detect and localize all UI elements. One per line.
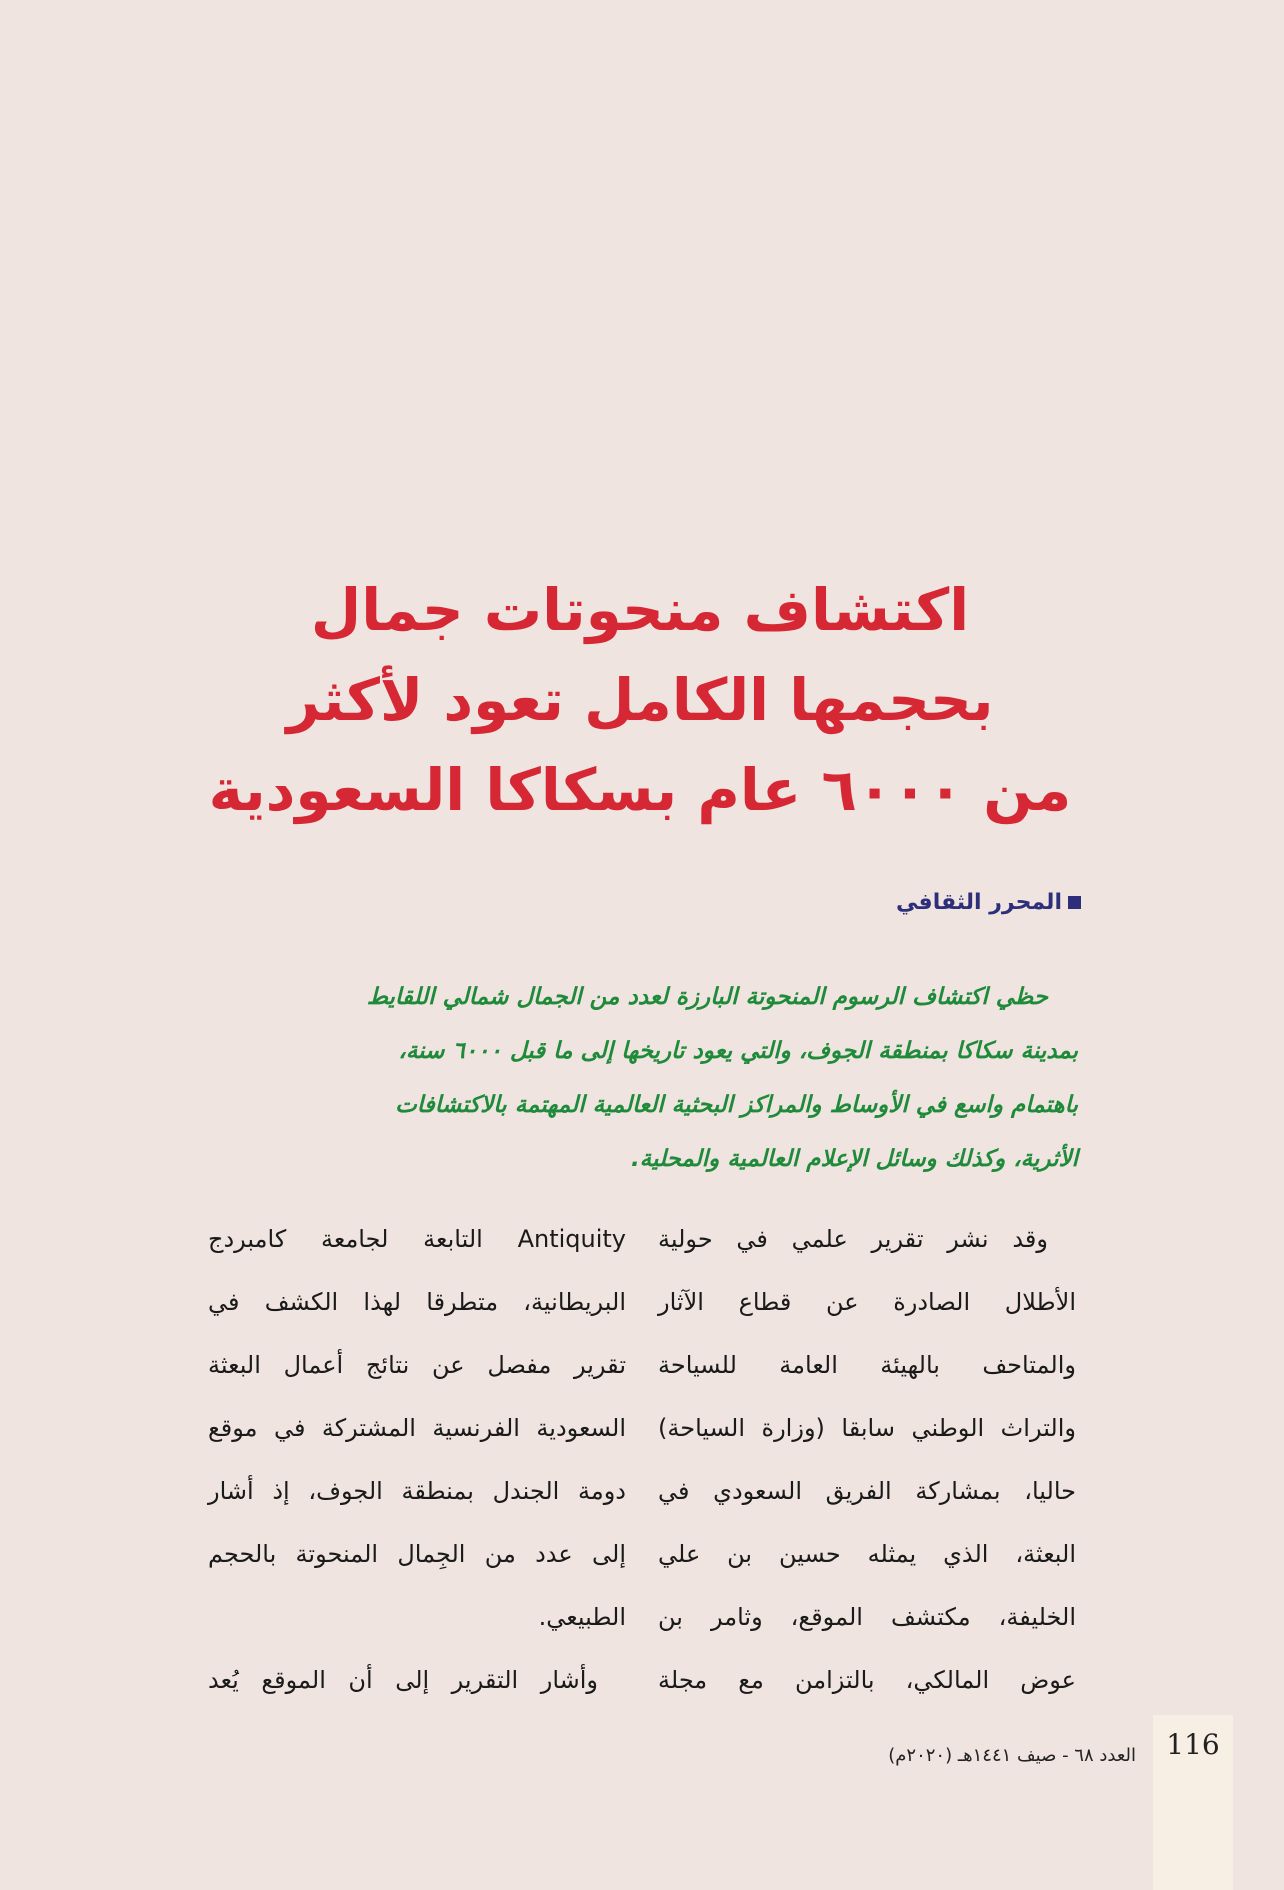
issue-info: العدد ٦٨ - صيف ١٤٤١هـ (٢٠٢٠م) [888,1745,1136,1766]
body-line: الأطلال الصادرة عن قطاع الآثار [658,1288,1076,1316]
body-line: البعثة، الذي يمثله حسين بن علي [658,1540,1076,1568]
body-column-left [208,1208,626,1712]
body-line: والتراث الوطني سابقا (وزارة السياحة) [658,1414,1076,1442]
body-line: عوض المالكي، بالتزامن مع مجلة [658,1666,1076,1694]
body-line: السعودية الفرنسية المشتركة في موقع [208,1414,626,1442]
title-line: من ٦٠٠٠ عام بسكاكا السعودية [208,756,1072,824]
author-name: المحرر الثقافي [896,890,1062,915]
body-line: حاليا، بمشاركة الفريق السعودي في [658,1477,1076,1505]
body-line: الخليفة، مكتشف الموقع، وثامر بن [658,1603,1076,1631]
lead-line: باهتمام واسع في الأوساط والمراكز البحثية العالمية المهتمة بالاكتشافات [395,1092,1078,1118]
body-line: وقد نشر تقرير علمي في حولية [658,1225,1048,1253]
body-line: وأشار التقرير إلى أن الموقع يُعد [208,1666,598,1694]
lead-line: حظي اكتشاف الرسوم المنحوتة البارزة لعدد من الجمال شمالي اللقايط [366,984,1048,1010]
author-byline [896,890,1081,915]
body-line: دومة الجندل بمنطقة الجوف، إذ أشار [208,1477,626,1505]
title-line: اكتشاف منحوتات جمال [310,576,970,644]
body-line: والمتاحف بالهيئة العامة للسياحة [658,1351,1076,1379]
page-number: 116 [1166,1728,1220,1761]
bullet-square-icon [1068,896,1081,909]
body-line: الطبيعي. [538,1603,626,1631]
article-title [180,565,1100,835]
lead-line: بمدينة سكاكا بمنطقة الجوف، والتي يعود تاريخها إلى ما قبل ٦٠٠٠ سنة، [398,1038,1078,1064]
lead-paragraph [208,970,1078,1186]
body-line: تقرير مفصل عن نتائج أعمال البعثة [208,1351,626,1379]
lead-line: الأثرية، وكذلك وسائل الإعلام العالمية والمحلية. [630,1146,1078,1172]
body-line: إلى عدد من الجِمال المنحوتة بالحجم [208,1540,626,1568]
body-line: البريطانية، متطرقا لهذا الكشف في [208,1288,626,1316]
body-line: Antiquity التابعة لجامعة كامبردج [208,1225,626,1253]
title-line: بحجمها الكامل تعود لأكثر [286,666,994,734]
body-column-right [658,1208,1076,1712]
